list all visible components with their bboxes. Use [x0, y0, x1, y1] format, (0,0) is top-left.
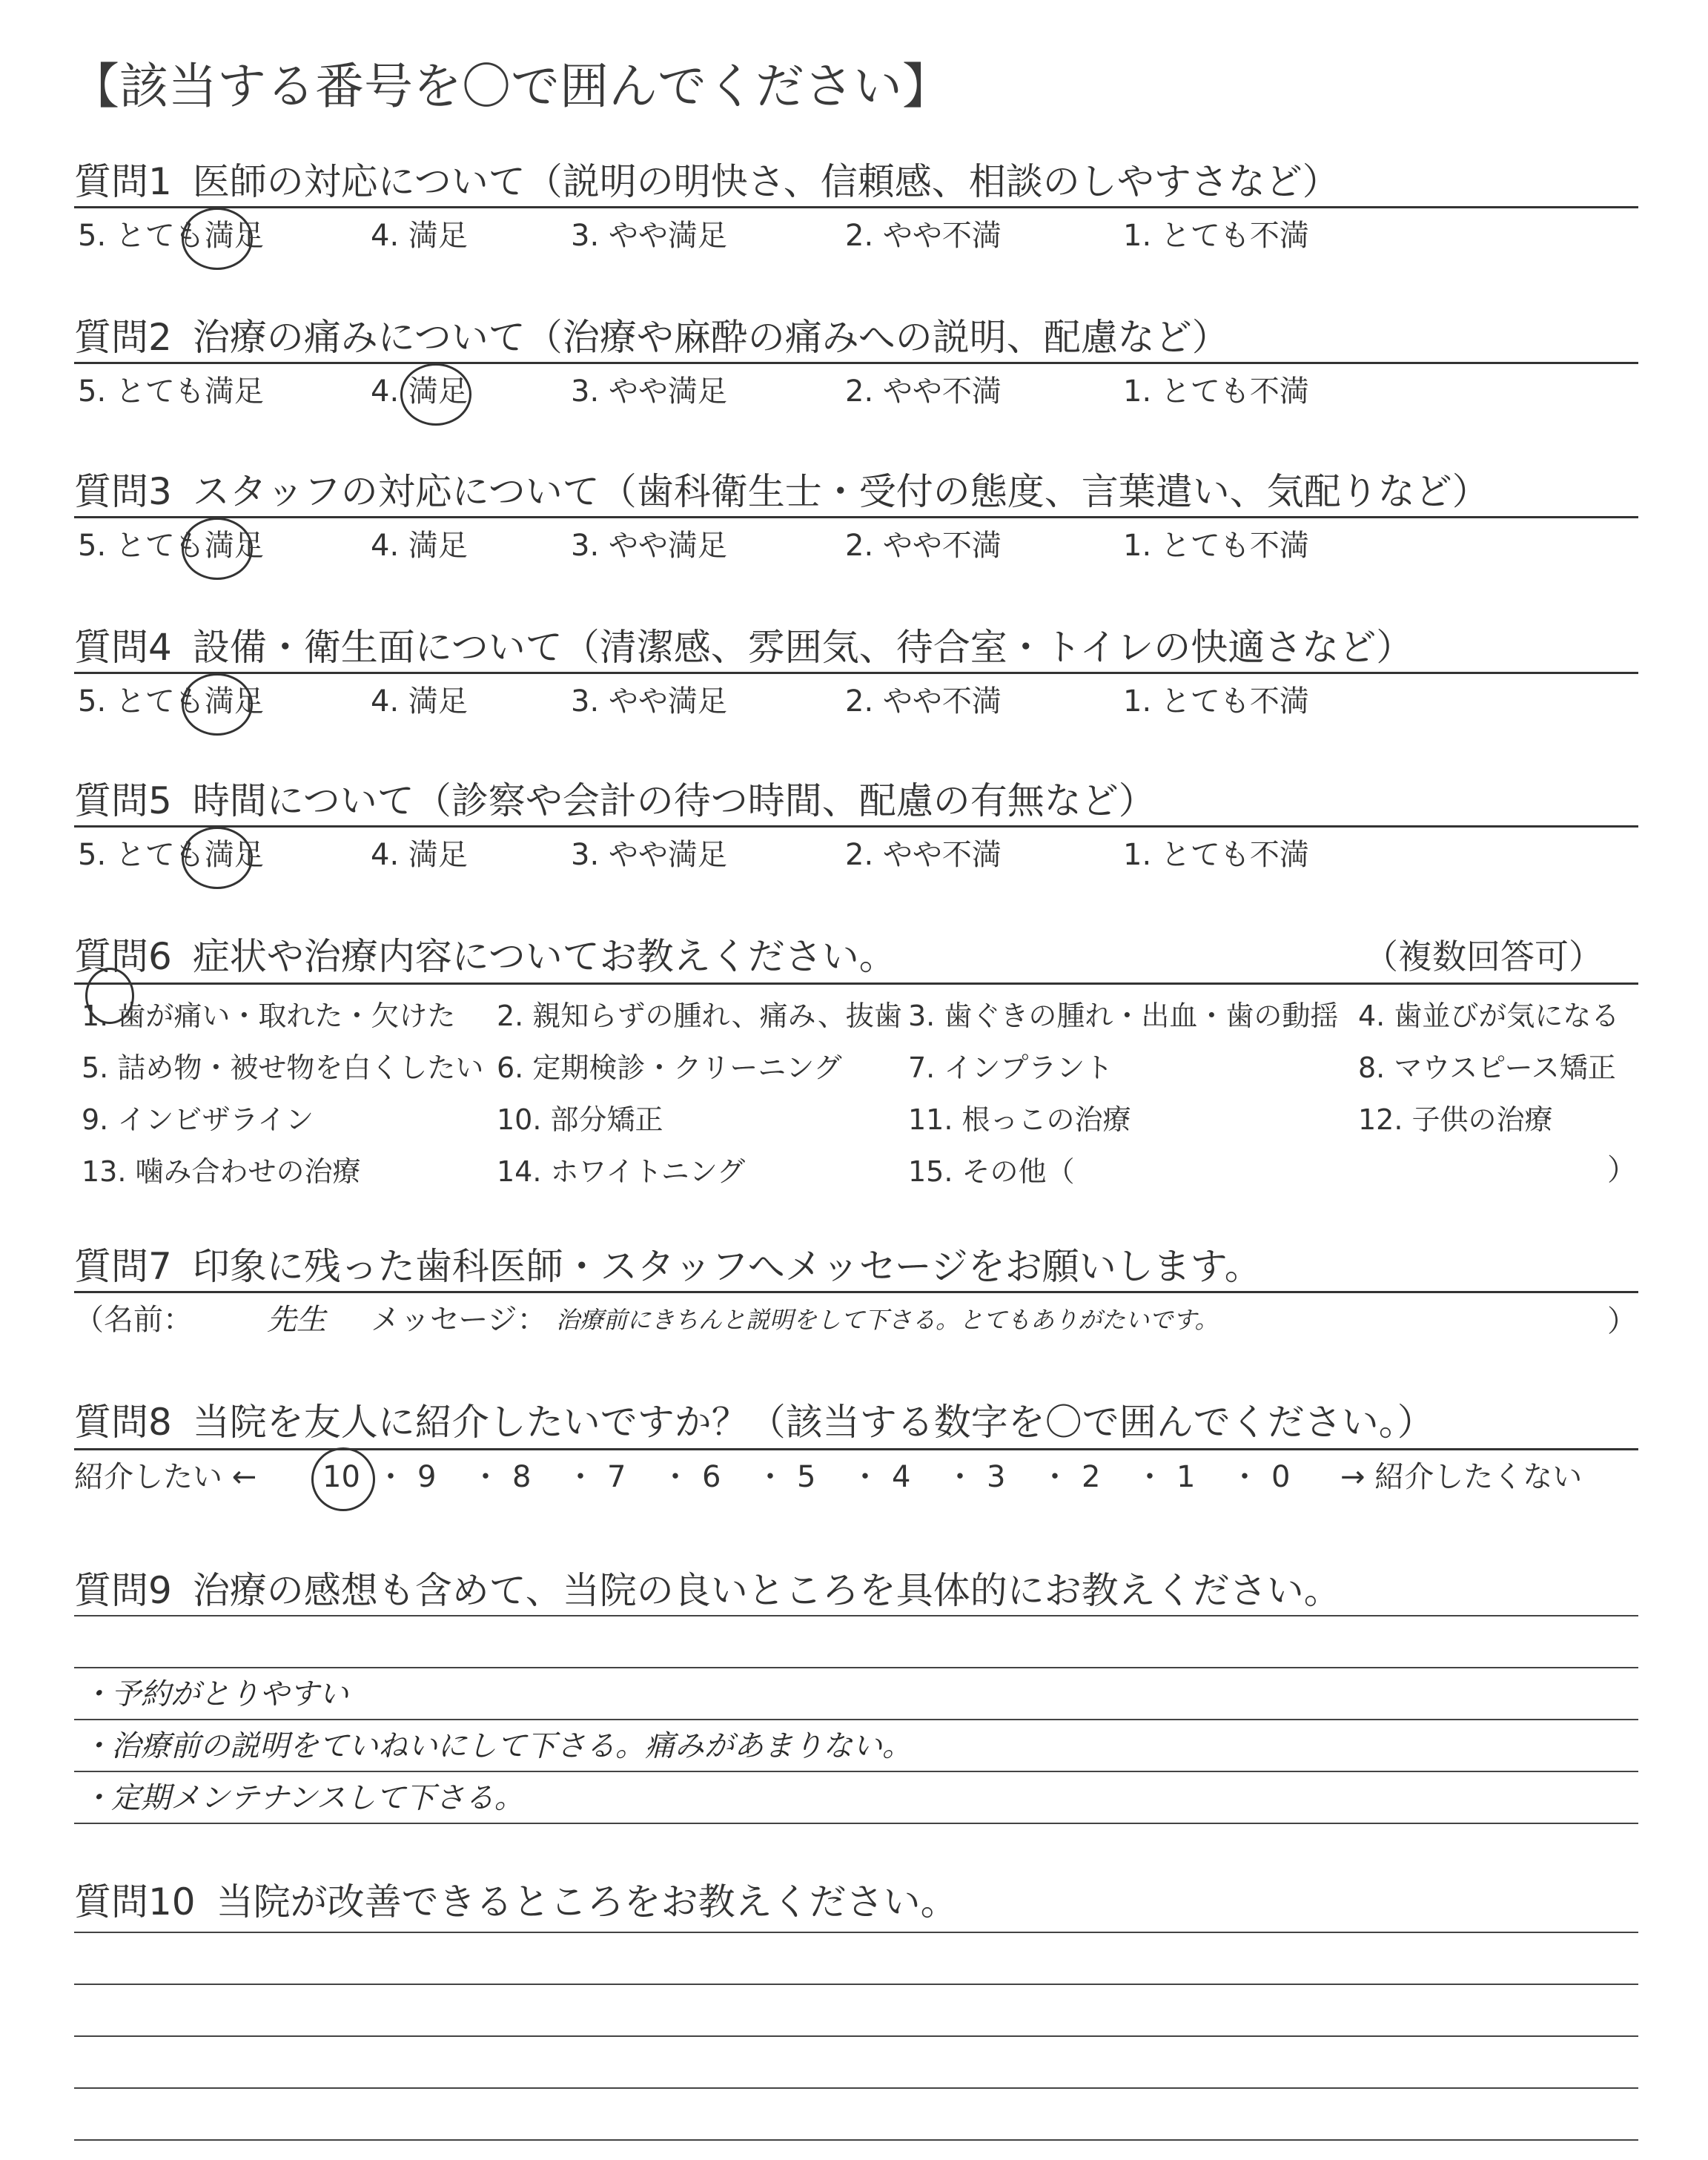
q4-selected-circle — [182, 673, 253, 736]
q6-option-5[interactable]: 5. 詰め物・被せ物を白くしたい — [82, 1051, 484, 1084]
q10-line-5 — [74, 2139, 1638, 2141]
q8-separator: ・ — [1230, 1460, 1260, 1494]
q8-separator: ・ — [566, 1460, 595, 1494]
q2-selected-circle — [400, 363, 471, 426]
q6-option-13[interactable]: 13. 噛み合わせの治療 — [82, 1155, 361, 1188]
q5-heading — [74, 775, 1156, 827]
q7-close-paren: ） — [1607, 1304, 1637, 1338]
q10-number: 質問10 — [74, 1880, 196, 1923]
q6-option-7[interactable]: 7. インプラント — [908, 1051, 1113, 1084]
q8-separator: ・ — [1040, 1460, 1070, 1494]
q1-option-1[interactable]: 1. とても不満 — [1123, 219, 1309, 253]
q6-option-11[interactable]: 11. 根っこの治療 — [908, 1103, 1131, 1136]
q10-line-3 — [74, 2035, 1638, 2037]
q7-number: 質問7 — [74, 1245, 172, 1288]
q6-text: 症状や治療内容についてお教えください。 — [192, 935, 896, 978]
q9-line-2 — [74, 1667, 1638, 1668]
q6-option-12[interactable]: 12. 子供の治療 — [1358, 1103, 1553, 1136]
q10-line-4 — [74, 2087, 1638, 2089]
q8-scale-1[interactable]: 1 — [1176, 1460, 1196, 1494]
q7-name-value[interactable]: 先生 — [267, 1303, 326, 1337]
q6-number: 質問6 — [74, 935, 172, 978]
q1-option-4[interactable]: 4. 満足 — [371, 219, 468, 253]
q7-message-value[interactable]: 治療前にきちんと説明をして下さる。とてもありがたいです。 — [556, 1306, 1219, 1334]
q8-scale-9[interactable]: 9 — [417, 1460, 437, 1494]
q10-heading — [74, 1876, 958, 1928]
q9-line-3 — [74, 1719, 1638, 1720]
q5-option-5[interactable]: 5. とても満足 — [78, 838, 264, 872]
q3-heading — [74, 466, 1489, 518]
q7-name-label: （名前： — [74, 1303, 193, 1337]
q10-line-2 — [74, 1984, 1638, 1985]
q4-option-2[interactable]: 2. やや不満 — [845, 684, 1002, 719]
q1-rule — [74, 206, 1638, 208]
q8-scale-6[interactable]: 6 — [702, 1460, 721, 1494]
q5-rule — [74, 825, 1638, 828]
q6-option-3[interactable]: 3. 歯ぐきの腫れ・出血・歯の動揺 — [908, 1000, 1339, 1032]
q6-option-1[interactable]: 1. 歯が痛い・取れた・欠けた — [82, 1000, 456, 1032]
q7-message-label: メッセージ： — [371, 1303, 547, 1337]
q7-rule — [74, 1291, 1638, 1293]
q8-heading — [74, 1396, 1434, 1448]
q8-scale-4[interactable]: 4 — [892, 1460, 911, 1494]
q1-text: 医師の対応について（説明の明快さ、信頼感、相談のしやすさなど） — [192, 160, 1340, 203]
q1-option-5[interactable]: 5. とても満足 — [78, 219, 264, 253]
q2-option-5[interactable]: 5. とても満足 — [78, 374, 264, 409]
q4-option-4[interactable]: 4. 満足 — [371, 684, 468, 719]
q8-left-label: 紹介したい ← — [74, 1460, 257, 1494]
q6-option-9[interactable]: 9. インビザライン — [82, 1103, 314, 1136]
q3-rule — [74, 516, 1638, 518]
q3-selected-circle — [182, 518, 253, 580]
q4-option-1[interactable]: 1. とても不満 — [1123, 684, 1309, 719]
q6-rule — [74, 982, 1638, 985]
q3-text: スタッフの対応について（歯科衛生士・受付の態度、言葉遣い、気配りなど） — [192, 470, 1489, 513]
q8-separator: ・ — [1135, 1460, 1165, 1494]
q6-option-10[interactable]: 10. 部分矯正 — [497, 1103, 663, 1136]
q5-option-1[interactable]: 1. とても不満 — [1123, 838, 1309, 872]
q5-option-4[interactable]: 4. 満足 — [371, 838, 468, 872]
q9-text: 治療の感想も含めて、当院の良いところを具体的にお教えください。 — [192, 1569, 1341, 1612]
q2-option-4[interactable]: 4. 満足 — [371, 374, 468, 409]
q8-scale-3[interactable]: 3 — [987, 1460, 1006, 1494]
q9-line-5 — [74, 1823, 1638, 1824]
q9-heading — [74, 1565, 1341, 1616]
q4-option-3[interactable]: 3. やや満足 — [571, 684, 727, 719]
q6-option-15[interactable]: 15. その他（ — [908, 1155, 1075, 1188]
q8-scale-0[interactable]: 0 — [1271, 1460, 1291, 1494]
q8-scale-2[interactable]: 2 — [1082, 1460, 1101, 1494]
q4-number: 質問4 — [74, 626, 172, 669]
q2-text: 治療の痛みについて（治療や麻酔の痛みへの説明、配慮など） — [192, 316, 1229, 359]
q2-option-3[interactable]: 3. やや満足 — [571, 374, 727, 409]
q6-close-paren: ） — [1607, 1153, 1637, 1187]
q9-answer-2[interactable]: ・治療前の説明をていねいにして下さる。痛みがあまりない。 — [82, 1729, 912, 1763]
q1-option-3[interactable]: 3. やや満足 — [571, 219, 727, 253]
q1-number: 質問1 — [74, 160, 172, 203]
q4-rule — [74, 672, 1638, 674]
q3-number: 質問3 — [74, 470, 172, 513]
q5-option-3[interactable]: 3. やや満足 — [571, 838, 727, 872]
q2-heading — [74, 311, 1229, 363]
q9-number: 質問9 — [74, 1569, 172, 1612]
q2-option-1[interactable]: 1. とても不満 — [1123, 374, 1309, 409]
q5-text: 時間について（診察や会計の待つ時間、配慮の有無など） — [192, 779, 1156, 822]
q3-option-4[interactable]: 4. 満足 — [371, 529, 468, 563]
q7-text: 印象に残った歯科医師・スタッフへメッセージをお願いします。 — [192, 1245, 1262, 1288]
q3-option-3[interactable]: 3. やや満足 — [571, 529, 727, 563]
q2-option-2[interactable]: 2. やや不満 — [845, 374, 1002, 409]
q3-option-1[interactable]: 1. とても不満 — [1123, 529, 1309, 563]
q8-scale-7[interactable]: 7 — [607, 1460, 626, 1494]
q9-line-4 — [74, 1771, 1638, 1772]
q8-text: 当院を友人に紹介したいですか？（該当する数字を〇で囲んでください。） — [192, 1401, 1434, 1444]
q7-heading — [74, 1241, 1262, 1292]
q4-option-5[interactable]: 5. とても満足 — [78, 684, 264, 719]
q6-option-2[interactable]: 2. 親知らずの腫れ、痛み、抜歯 — [497, 1000, 902, 1032]
q10-line-1 — [74, 1932, 1638, 1933]
q2-rule — [74, 362, 1638, 364]
q5-number: 質問5 — [74, 779, 172, 822]
q8-selected-circle — [311, 1447, 375, 1511]
q1-heading — [74, 156, 1340, 208]
q8-separator: ・ — [661, 1460, 690, 1494]
q5-option-2[interactable]: 2. やや不満 — [845, 838, 1002, 872]
q4-heading — [74, 621, 1413, 673]
q8-separator: ・ — [376, 1460, 406, 1494]
q8-separator: ・ — [945, 1460, 975, 1494]
q8-separator: ・ — [471, 1460, 500, 1494]
q6-heading — [74, 931, 896, 982]
q8-scale-10[interactable]: 10 — [322, 1460, 360, 1494]
q8-right-label: → 紹介したくない — [1340, 1460, 1583, 1494]
q3-option-2[interactable]: 2. やや不満 — [845, 529, 1002, 563]
q8-rule — [74, 1448, 1638, 1450]
q2-number: 質問2 — [74, 316, 172, 359]
q8-separator: ・ — [755, 1460, 785, 1494]
q8-separator: ・ — [850, 1460, 880, 1494]
q1-option-2[interactable]: 2. やや不満 — [845, 219, 1002, 253]
q6-selected-circle — [85, 968, 134, 1024]
q9-answer-1[interactable]: ・予約がとりやすい — [82, 1677, 348, 1711]
q6-option-4[interactable]: 4. 歯並びが気になる — [1358, 1000, 1620, 1032]
instruction-heading: 【該当する番号を〇で囲んでください】 — [70, 58, 951, 115]
q6-option-8[interactable]: 8. マウスピース矯正 — [1358, 1051, 1616, 1084]
q4-text: 設備・衛生面について（清潔感、雰囲気、待合室・トイレの快適さなど） — [192, 626, 1414, 669]
q10-text: 当院が改善できるところをお教えください。 — [216, 1880, 958, 1923]
q8-scale-5[interactable]: 5 — [797, 1460, 816, 1494]
q8-number: 質問8 — [74, 1401, 172, 1444]
q1-selected-circle — [182, 208, 253, 270]
q6-option-14[interactable]: 14. ホワイトニング — [497, 1155, 746, 1188]
q3-option-5[interactable]: 5. とても満足 — [78, 529, 264, 563]
q9-answer-3[interactable]: ・定期メンテナンスして下さる。 — [82, 1781, 524, 1815]
q8-scale-8[interactable]: 8 — [512, 1460, 532, 1494]
q9-line-1 — [74, 1615, 1638, 1616]
q5-selected-circle — [182, 827, 253, 889]
q6-option-6[interactable]: 6. 定期検診・クリーニング — [497, 1051, 842, 1084]
q6-multiple-note: （複数回答可） — [1364, 937, 1603, 977]
